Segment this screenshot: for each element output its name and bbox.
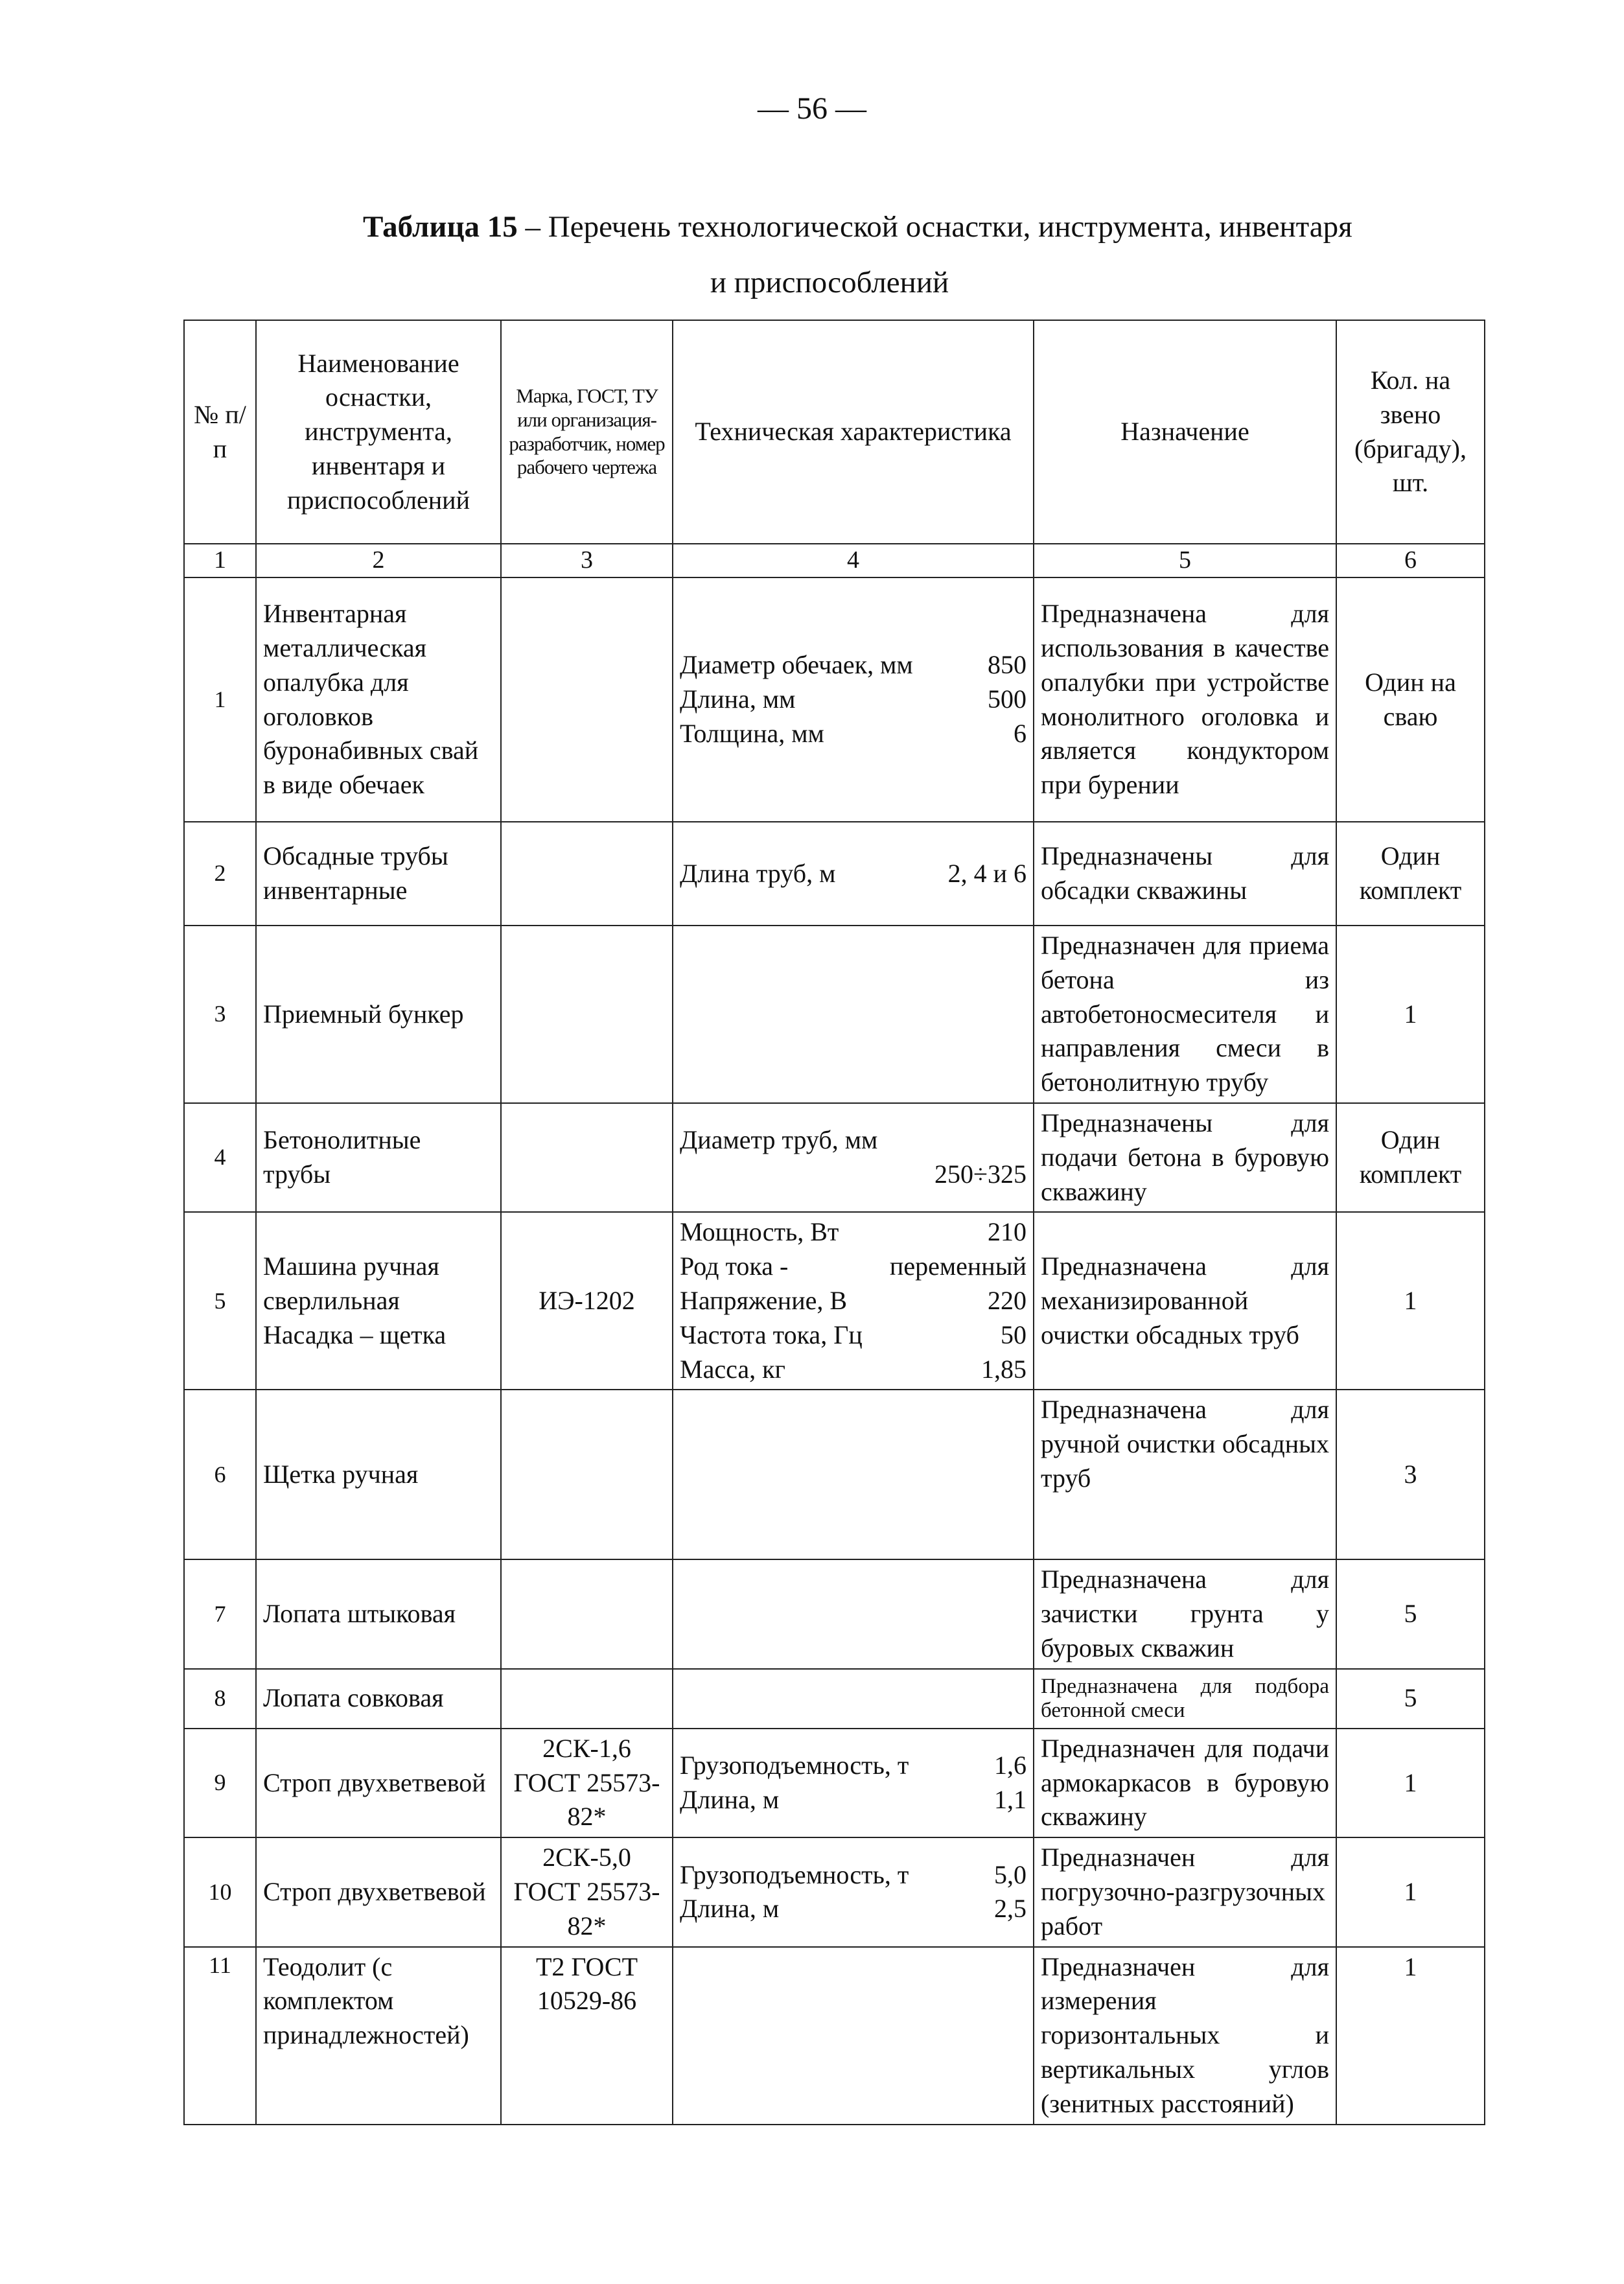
- item-specs: [673, 1559, 1034, 1668]
- row-number: 2: [184, 822, 256, 926]
- item-mark: [501, 926, 673, 1103]
- spec-value: 210: [988, 1217, 1027, 1247]
- item-qty: 1: [1336, 1212, 1485, 1390]
- row-number: 3: [184, 926, 256, 1103]
- column-number: 4: [673, 544, 1034, 577]
- item-name: Щетка ручная: [256, 1390, 501, 1559]
- spec-label: Длина труб, м: [680, 858, 836, 888]
- table-title-line2: и приспособлений: [710, 266, 949, 299]
- spec-label: Диаметр обечаек, мм: [680, 650, 913, 680]
- item-specs: [673, 1729, 1034, 1837]
- row-number: 1: [184, 577, 256, 822]
- item-specs: [673, 1103, 1034, 1212]
- spec-value: 1,85: [981, 1354, 1027, 1384]
- page-number: — 56 —: [758, 91, 866, 126]
- spec-label: Грузоподъемность, т: [680, 1859, 909, 1889]
- spec-label: Род тока -: [680, 1252, 789, 1281]
- spec-label: Напряжение, В: [680, 1285, 848, 1315]
- item-purpose: Предназначены для подачи бетона в буровую скважину: [1034, 1103, 1336, 1212]
- spec-line: [680, 857, 1027, 891]
- header-qty: Кол. на звено (бригаду), шт.: [1336, 320, 1485, 544]
- item-purpose: Предназначена для использования в качестве опалубки при устройстве монолитного оголовка и является кондуктором при бурении: [1034, 577, 1336, 822]
- item-purpose: Предназначены для обсадки скважины: [1034, 822, 1336, 926]
- item-mark: 2СК-1,6 ГОСТ 25573-82*: [501, 1729, 673, 1837]
- column-number: 5: [1034, 544, 1336, 577]
- item-specs: [673, 926, 1034, 1103]
- table-row: [184, 926, 1485, 1103]
- item-mark: Т2 ГОСТ 10529-86: [501, 1947, 673, 2125]
- spec-line: [680, 1858, 1027, 1893]
- spec-label: Мощность, Вт: [680, 1217, 839, 1247]
- spec-line: [680, 1284, 1027, 1318]
- item-name: Обсадные трубы инвентарные: [256, 822, 501, 926]
- item-name: Машина ручная сверлильная Насадка – щетка: [256, 1212, 501, 1390]
- column-number: 3: [501, 544, 673, 577]
- item-qty: 5: [1336, 1559, 1485, 1668]
- spec-value: переменный: [889, 1252, 1027, 1281]
- table-row: [184, 577, 1485, 822]
- column-numbers-row: [184, 544, 1485, 577]
- item-specs: [673, 1837, 1034, 1946]
- spec-line: [680, 648, 1027, 682]
- spec-value: 1,1: [994, 1784, 1027, 1814]
- item-mark: [501, 1390, 673, 1559]
- spec-value: 850: [988, 650, 1027, 680]
- spec-value: 220: [988, 1285, 1027, 1315]
- item-purpose: Предназначен для приема бетона из автобетоносмесителя и направления смеси в бетонолитную трубу: [1034, 926, 1336, 1103]
- spec-label: Диаметр труб, мм: [680, 1125, 878, 1155]
- item-qty: Один на сваю: [1336, 577, 1485, 822]
- spec-line: [680, 1158, 1027, 1192]
- item-qty: 5: [1336, 1669, 1485, 1729]
- row-number: 6: [184, 1390, 256, 1559]
- item-qty: Один комплект: [1336, 1103, 1485, 1212]
- item-qty: 1: [1336, 1947, 1485, 2125]
- item-purpose: Предназначена для механизированной очистки обсадных труб: [1034, 1212, 1336, 1390]
- item-mark: [501, 1559, 673, 1668]
- item-qty: 1: [1336, 1729, 1485, 1837]
- item-specs: [673, 1390, 1034, 1559]
- item-mark: ИЭ-1202: [501, 1212, 673, 1390]
- item-mark: [501, 822, 673, 926]
- item-name: Теодолит (с комплектом принадлежностей): [256, 1947, 501, 2125]
- item-qty: 1: [1336, 1837, 1485, 1946]
- item-name: Лопата совковая: [256, 1669, 501, 1729]
- spec-line: [680, 1318, 1027, 1353]
- spec-line: [680, 1892, 1027, 1926]
- table-row: [184, 1103, 1485, 1212]
- spec-line: [680, 1250, 1027, 1284]
- table-row: [184, 1729, 1485, 1837]
- item-specs: [673, 1669, 1034, 1729]
- item-purpose: Предназначена для подбора бетонной смеси: [1034, 1669, 1336, 1729]
- item-name: Строп двухветвевой: [256, 1729, 501, 1837]
- item-mark: [501, 577, 673, 822]
- spec-value: 2,5: [994, 1894, 1027, 1924]
- header-purpose: Назначение: [1034, 320, 1336, 544]
- item-name: Лопата штыковая: [256, 1559, 501, 1668]
- row-number: 11: [184, 1947, 256, 2125]
- item-purpose: Предназначена для ручной очистки обсадных труб: [1034, 1390, 1336, 1559]
- table-title-line1: – Перечень технологической оснастки, инструмента, инвентаря: [517, 210, 1352, 244]
- table-row: [184, 1390, 1485, 1559]
- item-mark: [501, 1669, 673, 1729]
- spec-line: [680, 1215, 1027, 1250]
- item-qty: 3: [1336, 1390, 1485, 1559]
- spec-line: [680, 1123, 1027, 1158]
- spec-label: Частота тока, Гц: [680, 1320, 863, 1349]
- item-mark: [501, 1103, 673, 1212]
- row-number: 10: [184, 1837, 256, 1946]
- item-qty: Один комплект: [1336, 822, 1485, 926]
- item-name: Бетонолитные трубы: [256, 1103, 501, 1212]
- table-row: [184, 1212, 1485, 1390]
- header-name: Наименование оснастки, инструмента, инвентаря и приспособлений: [256, 320, 501, 544]
- table-label: Таблица 15: [363, 210, 518, 244]
- column-number: 6: [1336, 544, 1485, 577]
- item-specs: [673, 1947, 1034, 2125]
- spec-label: Длина, мм: [680, 684, 796, 714]
- table-header-row: [184, 320, 1485, 544]
- item-specs: [673, 577, 1034, 822]
- row-number: 8: [184, 1669, 256, 1729]
- item-purpose: Предназначен для погрузочно-разгрузочных работ: [1034, 1837, 1336, 1946]
- spec-label: Длина, м: [680, 1784, 780, 1814]
- table-row: [184, 1947, 1485, 2125]
- row-number: 5: [184, 1212, 256, 1390]
- header-num: № п/п: [184, 320, 256, 544]
- spec-value: 5,0: [994, 1859, 1027, 1889]
- spec-label: Длина, м: [680, 1894, 780, 1924]
- equipment-table: [183, 320, 1485, 2125]
- header-mark: Марка, ГОСТ, ТУ или организация-разработчик, номер рабочего чертежа: [501, 320, 673, 544]
- spec-label: Толщина, мм: [680, 718, 824, 748]
- item-name: Приемный бункер: [256, 926, 501, 1103]
- item-qty: 1: [1336, 926, 1485, 1103]
- item-specs: [673, 1212, 1034, 1390]
- table-caption: [363, 209, 1478, 245]
- table-row: [184, 1559, 1485, 1668]
- item-name: Инвентарная металлическая опалубка для оголовков буронабивных свай в виде обечаек: [256, 577, 501, 822]
- spec-value: 6: [1014, 718, 1027, 748]
- header-specs: Техническая характеристика: [673, 320, 1034, 544]
- spec-label: Масса, кг: [680, 1354, 785, 1384]
- spec-value: 50: [1001, 1320, 1027, 1349]
- spec-line: [680, 717, 1027, 751]
- spec-value: 500: [988, 684, 1027, 714]
- item-mark: 2СК-5,0 ГОСТ 25573-82*: [501, 1837, 673, 1946]
- column-number: 1: [184, 544, 256, 577]
- item-name: Строп двухветвевой: [256, 1837, 501, 1946]
- item-purpose: Предназначена для зачистки грунта у буровых скважин: [1034, 1559, 1336, 1668]
- spec-value: 2, 4 и 6: [947, 858, 1027, 888]
- table-row: [184, 822, 1485, 926]
- row-number: 4: [184, 1103, 256, 1212]
- column-number: 2: [256, 544, 501, 577]
- spec-line: [680, 682, 1027, 717]
- table-row: [184, 1837, 1485, 1946]
- spec-value: 250÷325: [934, 1159, 1027, 1189]
- spec-value: 1,6: [994, 1751, 1027, 1780]
- item-purpose: Предназначен для подачи армокаркасов в буровую скважину: [1034, 1729, 1336, 1837]
- item-purpose: Предназначен для измерения горизонтальных и вертикальных углов (зенитных расстояний): [1034, 1947, 1336, 2125]
- spec-line: [680, 1353, 1027, 1387]
- row-number: 9: [184, 1729, 256, 1837]
- spec-line: [680, 1749, 1027, 1783]
- table-row: [184, 1669, 1485, 1729]
- spec-label: Грузоподъемность, т: [680, 1751, 909, 1780]
- spec-line: [680, 1783, 1027, 1817]
- item-specs: [673, 822, 1034, 926]
- row-number: 7: [184, 1559, 256, 1668]
